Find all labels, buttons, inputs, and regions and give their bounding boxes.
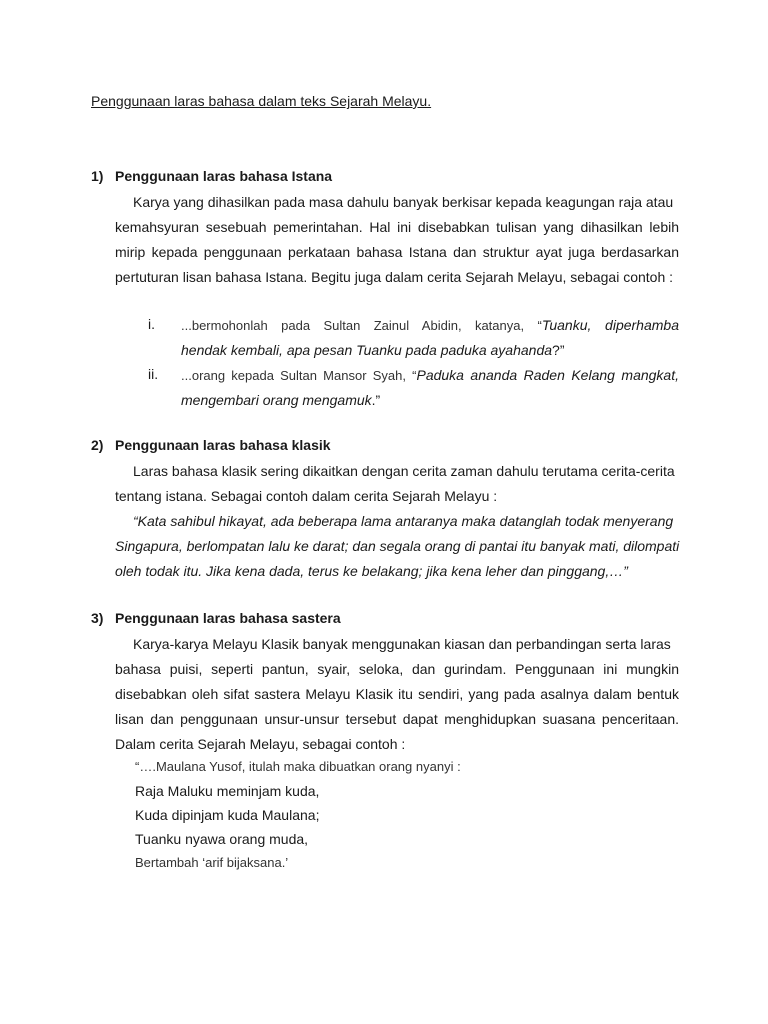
example-line xyxy=(181,366,679,385)
example-lead: ...orang kepada Sultan Mansor Syah, “ xyxy=(181,368,417,383)
paragraph-line: Karya yang dihasilkan pada masa dahulu banyak berkisar kepada keagungan raja atau xyxy=(133,194,674,210)
paragraph-line: bahasa puisi, seperti pantun, syair, seloka, dan gurindam. Penggunaan ini mungkin xyxy=(115,661,679,677)
example-lead: ...bermohonlah pada Sultan Zainul Abidin, katanya, “ xyxy=(181,318,542,333)
verse-intro: “….Maulana Yusof, itulah maka dibuatkan orang nyanyi : xyxy=(135,759,461,774)
document-title: Penggunaan laras bahasa dalam teks Sejarah Melayu. xyxy=(91,93,432,109)
section-heading-3 xyxy=(91,610,341,626)
paragraph-line: pertuturan lisan bahasa Istana. Begitu juga dalam cerita Sejarah Melayu, sebagai contoh : xyxy=(115,269,674,285)
example-quote: hendak kembali, apa pesan Tuanku pada paduka ayahanda xyxy=(181,342,553,358)
example-line xyxy=(181,391,679,409)
example-end: ?” xyxy=(552,342,565,358)
section-heading-text: Penggunaan laras bahasa sastera xyxy=(115,610,341,626)
example-marker: ii. xyxy=(148,366,159,382)
section-number: 1) xyxy=(91,168,104,184)
verse-line: Raja Maluku meminjam kuda, xyxy=(135,783,320,799)
example-marker: i. xyxy=(148,316,155,332)
verse-line: Kuda dipinjam kuda Maulana; xyxy=(135,807,320,823)
section-number: 2) xyxy=(91,437,104,453)
paragraph-line: kemahsyuran sesebuah pemerintahan. Hal ini disebabkan tulisan yang dihasilkan lebih xyxy=(115,219,679,235)
verse-line: Tuanku nyawa orang muda, xyxy=(135,831,309,847)
example-quote: Paduka ananda Raden Kelang mangkat, xyxy=(416,367,679,383)
section-heading-text: Penggunaan laras bahasa klasik xyxy=(115,437,331,453)
example-line xyxy=(181,316,679,335)
verse-line: Bertambah ‘arif bijaksana.’ xyxy=(135,855,289,870)
paragraph-line: disebabkan oleh sifat sastera Melayu Klasik itu sendiri, yang pada asalnya dalam bentuk xyxy=(115,686,679,702)
quote-line: Singapura, berlompatan lalu ke darat; dan segala orang di pantai itu banyak mati, dilompati xyxy=(115,538,680,554)
section-number: 3) xyxy=(91,610,104,626)
example-quote: Tuanku, diperhamba xyxy=(541,317,679,333)
example-line xyxy=(181,341,679,359)
section-heading-2 xyxy=(91,437,331,453)
quote-line: oleh todak itu. Jika kena dada, terus ke belakang; jika kena leher dan pinggang,…” xyxy=(115,563,628,579)
paragraph-line: mirip kepada penggunaan perkataan bahasa Istana dan struktur ayat juga berdasarkan xyxy=(115,244,679,260)
quote-line: “Kata sahibul hikayat, ada beberapa lama antaranya maka datanglah todak menyerang xyxy=(133,513,674,529)
paragraph-line: Laras bahasa klasik sering dikaitkan dengan cerita zaman dahulu terutama cerita-cerita xyxy=(133,463,675,479)
section-heading-1 xyxy=(91,168,332,184)
paragraph-line: Dalam cerita Sejarah Melayu, sebagai contoh : xyxy=(115,736,406,752)
example-end: .” xyxy=(371,392,381,408)
paragraph-line: tentang istana. Sebagai contoh dalam cerita Sejarah Melayu : xyxy=(115,488,498,504)
section-heading-text: Penggunaan laras bahasa Istana xyxy=(115,168,333,184)
example-quote: mengembari orang mengamuk xyxy=(181,392,372,408)
paragraph-line: Karya-karya Melayu Klasik banyak menggunakan kiasan dan perbandingan serta laras xyxy=(133,636,671,652)
paragraph-line: lisan dan penggunaan unsur-unsur tersebut dapat menghidupkan suasana penceritaan. xyxy=(115,711,679,727)
